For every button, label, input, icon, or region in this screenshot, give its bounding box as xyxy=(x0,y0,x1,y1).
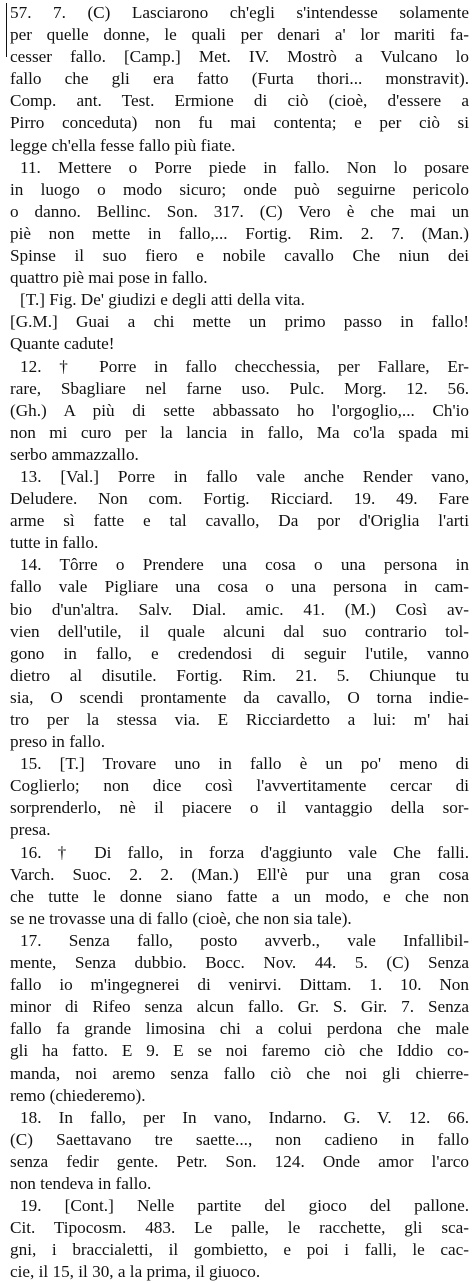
text-line: mente, Senza dubbio. Bocc. Nov. 44. 5. (C) Senza xyxy=(10,953,469,973)
text-line: Cit. Tipocosm. 483. Le palle, le racchette, gli sca- xyxy=(10,1218,469,1238)
text-line: 19. [Cont.] Nelle partite del gioco del pallone. xyxy=(20,1196,469,1216)
text-line: fallo io m'ingegnerei di venirvi. Dittam. 1. 10. Non xyxy=(10,975,469,995)
text-line: [T.] Fig. De' giudizi e degli atti della vita. xyxy=(20,290,305,310)
entry-section-s19 xyxy=(10,1195,469,1283)
text-line: cesser fallo. [Camp.] Met. IV. Mostrò a Vulcano lo xyxy=(10,47,469,67)
text-line: manda, noi aremo senza fallo ciò che noi gli chierre- xyxy=(10,1063,469,1083)
text-line: piè non mette in fallo,... Fortig. Rim. 2. 7. (Man.) xyxy=(10,223,469,243)
entry-section-s13 xyxy=(10,466,469,554)
entry-section-s11-tgm xyxy=(10,289,469,355)
text-line: 16. † Di fallo, in forza d'aggiunto vale Che falli. xyxy=(20,842,469,862)
text-line: 17. Senza fallo, posto avverb., vale Infallibil- xyxy=(20,930,469,950)
text-line: 15. [T.] Trovare uno in fallo è un po' meno di xyxy=(20,754,469,774)
entry-column xyxy=(10,2,469,1283)
text-line: Deludere. Non com. Fortig. Ricciard. 19. 49. Fare xyxy=(10,489,469,509)
text-line: non mi curo per la lancia in fallo, Ma co'la spada mi xyxy=(10,422,469,442)
text-line: gni, i braccialetti, il gombietto, e poi i falli, le cac- xyxy=(10,1240,469,1260)
text-line: (Gh.) A più di sette abbassato ho l'orgoglio,... Ch'io xyxy=(10,400,469,420)
text-line: 12. † Porre in fallo checchessia, per Fallare, Er- xyxy=(20,356,469,376)
text-line: 57. 7. (C) Lasciarono ch'egli s'intendesse solamente xyxy=(10,3,469,22)
entry-section-s17 xyxy=(10,930,469,1107)
text-line: Pirro conceduta) non fu mai contenta; e per ciò si xyxy=(10,113,469,133)
text-line: fallo che gli era fatto (Furta thori... monstravit). xyxy=(10,69,469,89)
text-line: rare, Sbagliare nel farne uso. Pulc. Morg. 12. 56. xyxy=(10,378,469,398)
entry-section-s12 xyxy=(10,356,469,466)
text-line: Comp. ant. Test. Ermione di ciò (cioè, d'essere a xyxy=(10,91,469,111)
entry-section-s18 xyxy=(10,1107,469,1195)
text-line: Spinse il suo fiero e nobile cavallo Che niun dei xyxy=(10,246,469,266)
text-line: tutte in fallo. xyxy=(10,533,99,553)
text-line: vien dell'utile, il quale alcuni dal suo contrario tol- xyxy=(10,621,469,641)
text-line: o danno. Bellinc. Son. 317. (C) Vero è che mai un xyxy=(10,201,469,221)
text-line: quattro piè mai pose in fallo. xyxy=(10,268,208,288)
text-line: remo (chiederemo). xyxy=(10,1085,146,1105)
entry-section-s16 xyxy=(10,842,469,930)
text-line: [G.M.] Guai a chi mette un primo passo in fallo! xyxy=(10,312,469,332)
text-line: arme sì fatte e tal cavallo, Da por d'Origlia l'arti xyxy=(10,511,469,531)
text-line: gono in fallo, e credendosi di seguir l'utile, vanno xyxy=(10,643,469,663)
text-line: fallo vale Pigliare una cosa o una persona in cam- xyxy=(10,577,469,597)
text-line: fallo fa grande limosina chi a colui perdona che male xyxy=(10,1019,469,1039)
text-line: Coglierlo; non dice così l'avvertitamente cercar di xyxy=(10,776,469,796)
entry-section-s15 xyxy=(10,753,469,841)
text-line: sia, O scendi prontamente da cavallo, O torna indie- xyxy=(10,687,469,707)
text-line: cie, il 15, il 30, a la prima, il giuoco. xyxy=(10,1262,261,1282)
entry-section-s57-7 xyxy=(10,2,469,157)
text-line: (C) Saettavano tre saette..., non cadieno in fallo xyxy=(10,1129,469,1149)
text-line: se ne trovasse una di fallo (cioè, che non sia tale). xyxy=(10,908,352,928)
entry-section-s14 xyxy=(10,554,469,753)
text-line: tro per la stessa via. E Ricciardetto a lui: m' hai xyxy=(10,710,469,729)
text-line: legge ch'ella fesse fallo più fiate. xyxy=(10,135,236,155)
entry-section-s11 xyxy=(10,157,469,290)
text-line: dietro al disutile. Fortig. Rim. 21. 5. Chiunque tu xyxy=(10,665,469,685)
text-line: minor di Rifeo senza alcun fallo. Gr. S. Gir. 7. Senza xyxy=(10,997,469,1017)
text-line: senza fedir gente. Petr. Son. 124. Onde amor l'arco xyxy=(10,1151,469,1171)
text-line: 18. In fallo, per In vano, Indarno. G. V. 12. 66. xyxy=(20,1107,469,1127)
text-line: bio d'un'altra. Salv. Dial. amic. 41. (M.) Così av- xyxy=(10,599,469,619)
text-line: gli ha fatto. E 9. E se noi faremo ciò che Iddio co- xyxy=(10,1041,469,1061)
text-line: per quelle donne, le quali per denari a' lor mariti fa- xyxy=(10,25,469,45)
text-line: preso in fallo. xyxy=(10,732,105,752)
text-line: Varch. Suoc. 2. 2. (Man.) Ell'è pur una gran cosa xyxy=(10,864,469,884)
text-line: 14. Tôrre o Prendere una cosa o una persona in xyxy=(20,555,469,575)
text-line: Quante cadute! xyxy=(10,334,115,354)
text-line: che tutte le donne siano fatte a un modo, e che non xyxy=(10,886,469,906)
margin-bracket xyxy=(6,3,7,57)
text-line: sorprenderlo, nè il piacere o il vantaggio della sor- xyxy=(10,798,469,818)
text-line: presa. xyxy=(10,820,51,840)
text-line: 11. Mettere o Porre piede in fallo. Non lo posare xyxy=(20,157,469,177)
text-line: non tendeva in fallo. xyxy=(10,1173,152,1193)
text-line: 13. [Val.] Porre in fallo vale anche Render vano, xyxy=(20,466,469,486)
text-line: in luogo o modo sicuro; onde può seguirne pericolo xyxy=(10,179,469,199)
text-line: serbo ammazzallo. xyxy=(10,444,139,464)
